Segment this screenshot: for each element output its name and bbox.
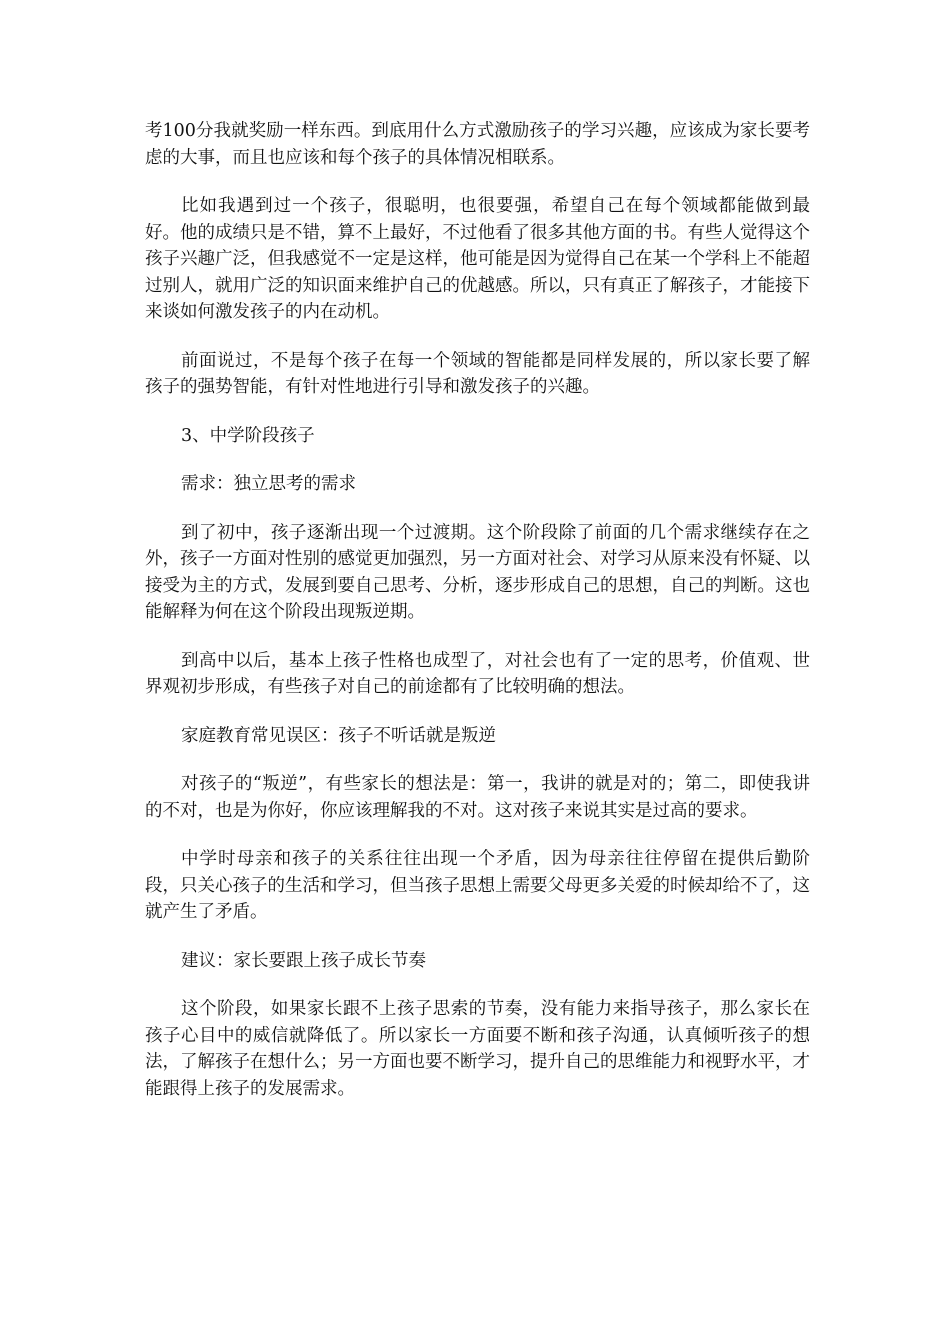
- paragraph-strong-intelligence: 前面说过，不是每个孩子在每一个领域的智能都是同样发展的，所以家长要了解孩子的强势智能，有针对性地进行引导和激发孩子的兴趣。: [145, 350, 810, 397]
- section-heading-middle-school: 3、中学阶段孩子: [181, 425, 315, 446]
- paragraph-example-child: 比如我遇到过一个孩子，很聪明，也很要强，希望自己在每个领域都能做到最好。他的成绩只是不错，算不上最好，不过他看了很多其他方面的书。有些人觉得这个孩子兴趣广泛，但我感觉不一定是这样，他可能是因为觉得自己在某一个学科上不能超过别人，就用广泛的知识面来维护自己的优越感。所以，只有真正了解孩子，才能接下来谈如何激发孩子的内在动机。: [145, 196, 810, 322]
- subheading-advice: 建议：家长要跟上孩子成长节奏: [181, 950, 426, 971]
- subheading-misconception: 家庭教育常见误区：孩子不听话就是叛逆: [181, 725, 496, 746]
- paragraph-rebellion: 对孩子的“叛逆”，有些家长的想法是：第一，我讲的就是对的；第二，即使我讲的不对，也是为你好，你应该理解我的不对。这对孩子来说其实是过高的要求。: [145, 774, 810, 821]
- subheading-need: 需求：独立思考的需求: [181, 474, 356, 494]
- paragraph-senior-high: 到高中以后，基本上孩子性格也成型了，对社会也有了一定的思考，价值观、世界观初步形成，有些孩子对自己的前途都有了比较明确的想法。: [145, 650, 810, 697]
- document-body: [145, 118, 810, 1124]
- paragraph-continuation: 考100分我就奖励一样东西。到底用什么方式激励孩子的学习兴趣，应该成为家长要考虑的大事，而且也应该和每个孩子的具体情况相联系。: [145, 121, 810, 168]
- paragraph-keep-pace: 这个阶段，如果家长跟不上孩子思索的节奏，没有能力来指导孩子，那么家长在孩子心目中的威信就降低了。所以家长一方面要不断和孩子沟通，认真倾听孩子的想法，了解孩子在想什么；另一方面也要不断学习，提升自己的思维能力和视野水平，才能跟得上孩子的发展需求。: [145, 999, 810, 1099]
- paragraph-mother-child: 中学时母亲和孩子的关系往往出现一个矛盾，因为母亲往往停留在提供后勤阶段，只关心孩子的生活和学习，但当孩子思想上需要父母更多关爱的时候却给不了，这就产生了矛盾。: [145, 849, 810, 922]
- paragraph-junior-high: 到了初中，孩子逐渐出现一个过渡期。这个阶段除了前面的几个需求继续存在之外，孩子一方面对性别的感觉更加强烈，另一方面对社会、对学习从原来没有怀疑、以接受为主的方式，发展到要自己思考、分析，逐步形成自己的思想，自己的判断。这也能解释为何在这个阶段出现叛逆期。: [145, 522, 810, 622]
